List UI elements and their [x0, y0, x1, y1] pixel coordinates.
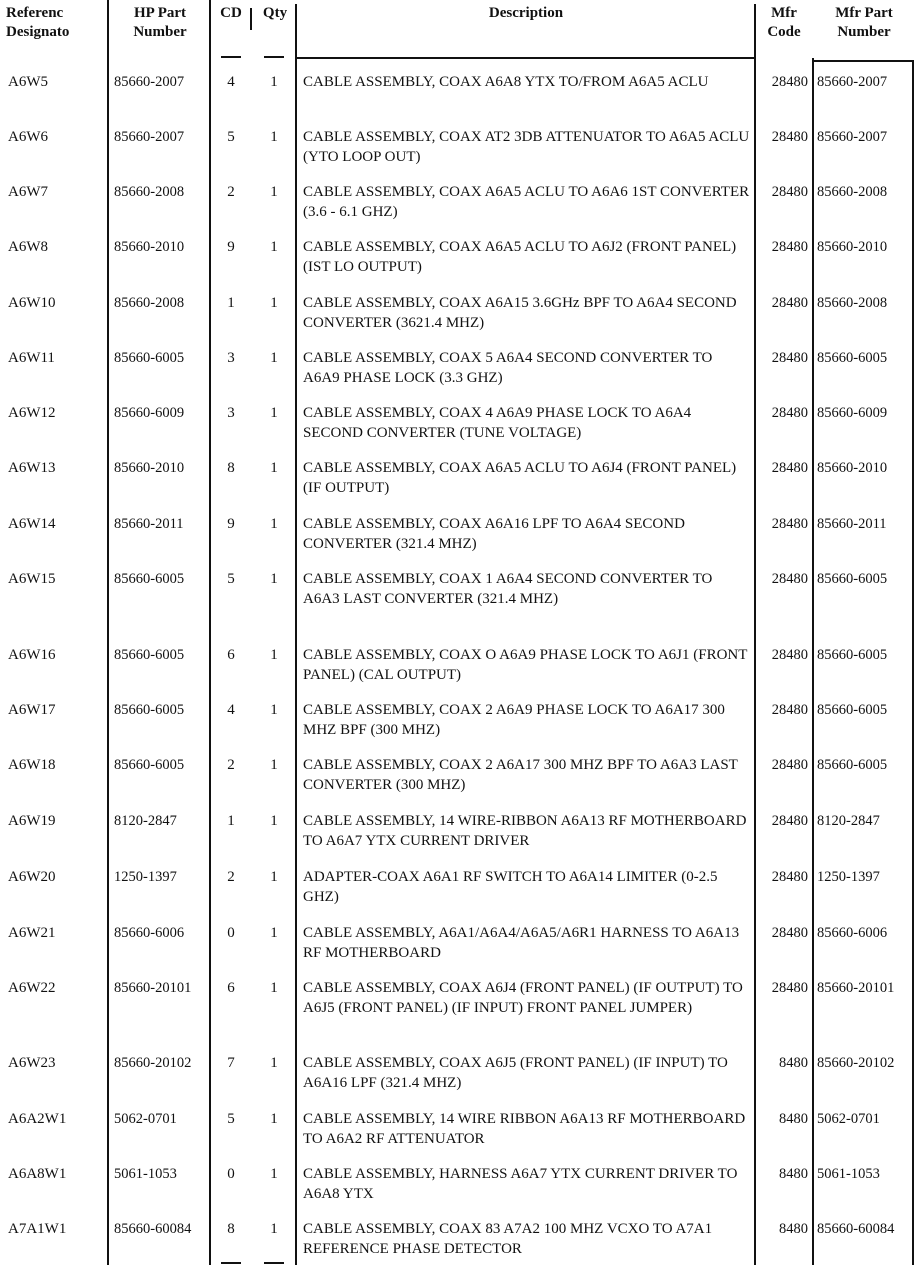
- description: CABLE ASSEMBLY, COAX 5 A6A4 SECOND CONVERTER TO A6A9 PHASE LOCK (3.3 GHZ): [303, 350, 713, 386]
- column-divider: [754, 4, 756, 1265]
- mfr-code: 28480: [771, 571, 808, 587]
- hp-part-number: 5062-0701: [114, 1111, 177, 1127]
- description: CABLE ASSEMBLY, COAX A6A5 ACLU TO A6J2 (FRONT PANEL) (IST LO OUTPUT): [303, 239, 737, 275]
- quantity: 1: [270, 74, 278, 90]
- quantity: 1: [270, 702, 278, 718]
- column-tick: [264, 56, 284, 58]
- check-digit: 3: [227, 405, 235, 421]
- mfr-part-number: 85660-6006: [817, 925, 888, 941]
- hp-part-number: 85660-6006: [114, 925, 185, 941]
- check-digit: 2: [227, 184, 235, 200]
- description: CABLE ASSEMBLY, COAX A6A5 ACLU TO A6J4 (FRONT PANEL) (IF OUTPUT): [303, 460, 737, 496]
- quantity: 1: [270, 129, 278, 145]
- mfr-code: 28480: [771, 350, 808, 366]
- check-digit: 8: [227, 460, 235, 476]
- description: CABLE ASSEMBLY, COAX A6A5 ACLU TO A6A6 1ST CONVERTER (3.6 - 6.1 GHZ): [303, 184, 750, 220]
- check-digit: 4: [227, 702, 235, 718]
- description: CABLE ASSEMBLY, COAX AT2 3DB ATTENUATOR TO A6A5 ACLU (YTO LOOP OUT): [303, 129, 750, 165]
- reference-designator: A6W22: [8, 980, 56, 996]
- description: CABLE ASSEMBLY, 14 WIRE RIBBON A6A13 RF MOTHERBOARD TO A6A2 RF ATTENUATOR: [303, 1111, 746, 1147]
- check-digit: 0: [227, 1166, 235, 1182]
- check-digit: 7: [227, 1055, 235, 1071]
- mfr-part-number: 85660-2008: [817, 184, 888, 200]
- column-divider: [250, 8, 252, 30]
- description: CABLE ASSEMBLY, COAX 4 A6A9 PHASE LOCK TO A6A4 SECOND CONVERTER (TUNE VOLTAGE): [303, 405, 692, 441]
- hp-part-number: 85660-6005: [114, 350, 185, 366]
- mfr-part-number: 85660-2010: [817, 239, 888, 255]
- header-rule: [814, 60, 913, 62]
- check-digit: 2: [227, 757, 235, 773]
- mfr-code: 28480: [771, 925, 808, 941]
- mfr-part-number: 85660-2011: [817, 516, 887, 532]
- header-qty: Qty: [262, 5, 288, 21]
- quantity: 1: [270, 757, 278, 773]
- reference-designator: A6W21: [8, 925, 56, 941]
- description: CABLE ASSEMBLY, COAX A6A8 YTX TO/FROM A6A5 ACLU: [303, 74, 709, 90]
- reference-designator: A6W20: [8, 869, 56, 885]
- hp-part-number: 85660-6009: [114, 405, 185, 421]
- hp-part-number: 85660-2007: [114, 74, 185, 90]
- reference-designator: A6W7: [8, 184, 48, 200]
- quantity: 1: [270, 869, 278, 885]
- check-digit: 3: [227, 350, 235, 366]
- hp-part-number: 85660-20102: [114, 1055, 192, 1071]
- hp-part-number: 85660-6005: [114, 571, 185, 587]
- reference-designator: A6W23: [8, 1055, 56, 1071]
- hp-part-number: 8120-2847: [114, 813, 177, 829]
- mfr-part-number: 5061-1053: [817, 1166, 880, 1182]
- mfr-part-number: 85660-6005: [817, 571, 888, 587]
- quantity: 1: [270, 405, 278, 421]
- description: CABLE ASSEMBLY, 14 WIRE-RIBBON A6A13 RF MOTHERBOARD TO A6A7 YTX CURRENT DRIVER: [303, 813, 747, 849]
- hp-part-number: 85660-2010: [114, 239, 185, 255]
- mfr-part-number: 85660-6005: [817, 647, 888, 663]
- reference-designator: A6W11: [8, 350, 55, 366]
- hp-part-number: 85660-6005: [114, 647, 185, 663]
- reference-designator: A6W6: [8, 129, 48, 145]
- check-digit: 1: [227, 295, 235, 311]
- mfr-code: 28480: [771, 129, 808, 145]
- quantity: 1: [270, 647, 278, 663]
- check-digit: 1: [227, 813, 235, 829]
- mfr-part-number: 85660-6005: [817, 350, 888, 366]
- reference-designator: A6W17: [8, 702, 56, 718]
- mfr-code: 28480: [771, 757, 808, 773]
- reference-designator: A6W13: [8, 460, 56, 476]
- hp-part-number: 85660-2011: [114, 516, 184, 532]
- quantity: 1: [270, 1166, 278, 1182]
- column-tick: [264, 1262, 284, 1264]
- mfr-code: 28480: [771, 184, 808, 200]
- mfr-part-number: 85660-2007: [817, 129, 888, 145]
- mfr-part-number: 85660-6005: [817, 757, 888, 773]
- mfr-code: 28480: [771, 980, 808, 996]
- check-digit: 6: [227, 980, 235, 996]
- hp-part-number: 85660-6005: [114, 702, 185, 718]
- reference-designator: A6A8W1: [8, 1166, 67, 1182]
- description: CABLE ASSEMBLY, COAX A6J4 (FRONT PANEL) (IF OUTPUT) TO A6J5 (FRONT PANEL) (IF INPUT) FRONT PANEL JUMPER): [303, 980, 743, 1016]
- mfr-code: 8480: [779, 1166, 808, 1182]
- mfr-part-number: 85660-2008: [817, 295, 888, 311]
- check-digit: 6: [227, 647, 235, 663]
- quantity: 1: [270, 295, 278, 311]
- mfr-part-number: 85660-2007: [817, 74, 888, 90]
- header-rule: [297, 57, 755, 59]
- mfr-code: 28480: [771, 516, 808, 532]
- quantity: 1: [270, 239, 278, 255]
- header-mfr-part-number: Mfr Part Number: [835, 5, 893, 40]
- header-mfr-code: Mfr Code: [767, 5, 801, 40]
- hp-part-number: 85660-2008: [114, 295, 185, 311]
- mfr-part-number: 85660-6009: [817, 405, 888, 421]
- quantity: 1: [270, 184, 278, 200]
- reference-designator: A6W18: [8, 757, 56, 773]
- mfr-code: 28480: [771, 813, 808, 829]
- reference-designator: A6W19: [8, 813, 56, 829]
- mfr-code: 28480: [771, 239, 808, 255]
- quantity: 1: [270, 813, 278, 829]
- check-digit: 0: [227, 925, 235, 941]
- reference-designator: A7A1W1: [8, 1221, 67, 1237]
- mfr-part-number: 85660-20102: [817, 1055, 895, 1071]
- quantity: 1: [270, 980, 278, 996]
- description: CABLE ASSEMBLY, COAX 2 A6A9 PHASE LOCK TO A6A17 300 MHZ BPF (300 MHZ): [303, 702, 725, 738]
- description: CABLE ASSEMBLY, COAX O A6A9 PHASE LOCK TO A6J1 (FRONT PANEL) (CAL OUTPUT): [303, 647, 748, 683]
- quantity: 1: [270, 1111, 278, 1127]
- reference-designator: A6W15: [8, 571, 56, 587]
- description: CABLE ASSEMBLY, COAX 1 A6A4 SECOND CONVERTER TO A6A3 LAST CONVERTER (321.4 MHZ): [303, 571, 713, 607]
- header-hp-part-number: HP Part Number: [133, 5, 187, 40]
- reference-designator: A6W5: [8, 74, 48, 90]
- mfr-code: 28480: [771, 647, 808, 663]
- reference-designator: A6A2W1: [8, 1111, 67, 1127]
- column-tick: [221, 1262, 241, 1264]
- description: CABLE ASSEMBLY, HARNESS A6A7 YTX CURRENT DRIVER TO A6A8 YTX: [303, 1166, 738, 1202]
- mfr-code: 28480: [771, 869, 808, 885]
- quantity: 1: [270, 571, 278, 587]
- mfr-code: 8480: [779, 1055, 808, 1071]
- header-description: Description: [488, 5, 564, 21]
- hp-part-number: 85660-60084: [114, 1221, 192, 1237]
- check-digit: 5: [227, 129, 235, 145]
- description: CABLE ASSEMBLY, COAX A6J5 (FRONT PANEL) (IF INPUT) TO A6A16 LPF (321.4 MHZ): [303, 1055, 728, 1091]
- header-reference-designator: Referenc Designato: [6, 5, 70, 40]
- quantity: 1: [270, 460, 278, 476]
- check-digit: 2: [227, 869, 235, 885]
- column-divider: [209, 0, 211, 1265]
- reference-designator: A6W16: [8, 647, 56, 663]
- column-divider: [295, 4, 297, 1265]
- quantity: 1: [270, 516, 278, 532]
- check-digit: 4: [227, 74, 235, 90]
- mfr-part-number: 85660-6005: [817, 702, 888, 718]
- description: CABLE ASSEMBLY, COAX 83 A7A2 100 MHZ VCXO TO A7A1 REFERENCE PHASE DETECTOR: [303, 1221, 713, 1257]
- hp-part-number: 85660-2010: [114, 460, 185, 476]
- check-digit: 9: [227, 239, 235, 255]
- reference-designator: A6W14: [8, 516, 56, 532]
- column-divider: [107, 0, 109, 1265]
- mfr-part-number: 1250-1397: [817, 869, 880, 885]
- description: CABLE ASSEMBLY, A6A1/A6A4/A6A5/A6R1 HARNESS TO A6A13 RF MOTHERBOARD: [303, 925, 740, 961]
- mfr-code: 28480: [771, 74, 808, 90]
- quantity: 1: [270, 1055, 278, 1071]
- mfr-part-number: 85660-60084: [817, 1221, 895, 1237]
- quantity: 1: [270, 1221, 278, 1237]
- hp-part-number: 85660-2007: [114, 129, 185, 145]
- quantity: 1: [270, 350, 278, 366]
- check-digit: 8: [227, 1221, 235, 1237]
- column-divider: [812, 58, 814, 1265]
- mfr-code: 8480: [779, 1221, 808, 1237]
- reference-designator: A6W12: [8, 405, 56, 421]
- description: CABLE ASSEMBLY, COAX A6A16 LPF TO A6A4 SECOND CONVERTER (321.4 MHZ): [303, 516, 685, 552]
- column-tick: [221, 56, 241, 58]
- hp-part-number: 1250-1397: [114, 869, 177, 885]
- mfr-part-number: 85660-20101: [817, 980, 895, 996]
- mfr-code: 28480: [771, 702, 808, 718]
- description: CABLE ASSEMBLY, COAX 2 A6A17 300 MHZ BPF TO A6A3 LAST CONVERTER (300 MHZ): [303, 757, 738, 793]
- hp-part-number: 85660-2008: [114, 184, 185, 200]
- header-cd: CD: [220, 5, 242, 21]
- check-digit: 5: [227, 571, 235, 587]
- check-digit: 9: [227, 516, 235, 532]
- reference-designator: A6W10: [8, 295, 56, 311]
- hp-part-number: 5061-1053: [114, 1166, 177, 1182]
- mfr-code: 28480: [771, 405, 808, 421]
- reference-designator: A6W8: [8, 239, 48, 255]
- check-digit: 5: [227, 1111, 235, 1127]
- mfr-part-number: 85660-2010: [817, 460, 888, 476]
- mfr-part-number: 8120-2847: [817, 813, 880, 829]
- description: ADAPTER-COAX A6A1 RF SWITCH TO A6A14 LIMITER (0-2.5 GHZ): [303, 869, 718, 905]
- hp-part-number: 85660-6005: [114, 757, 185, 773]
- mfr-part-number: 5062-0701: [817, 1111, 880, 1127]
- mfr-code: 28480: [771, 460, 808, 476]
- quantity: 1: [270, 925, 278, 941]
- hp-part-number: 85660-20101: [114, 980, 192, 996]
- mfr-code: 28480: [771, 295, 808, 311]
- mfr-code: 8480: [779, 1111, 808, 1127]
- description: CABLE ASSEMBLY, COAX A6A15 3.6GHz BPF TO A6A4 SECOND CONVERTER (3621.4 MHZ): [303, 295, 737, 331]
